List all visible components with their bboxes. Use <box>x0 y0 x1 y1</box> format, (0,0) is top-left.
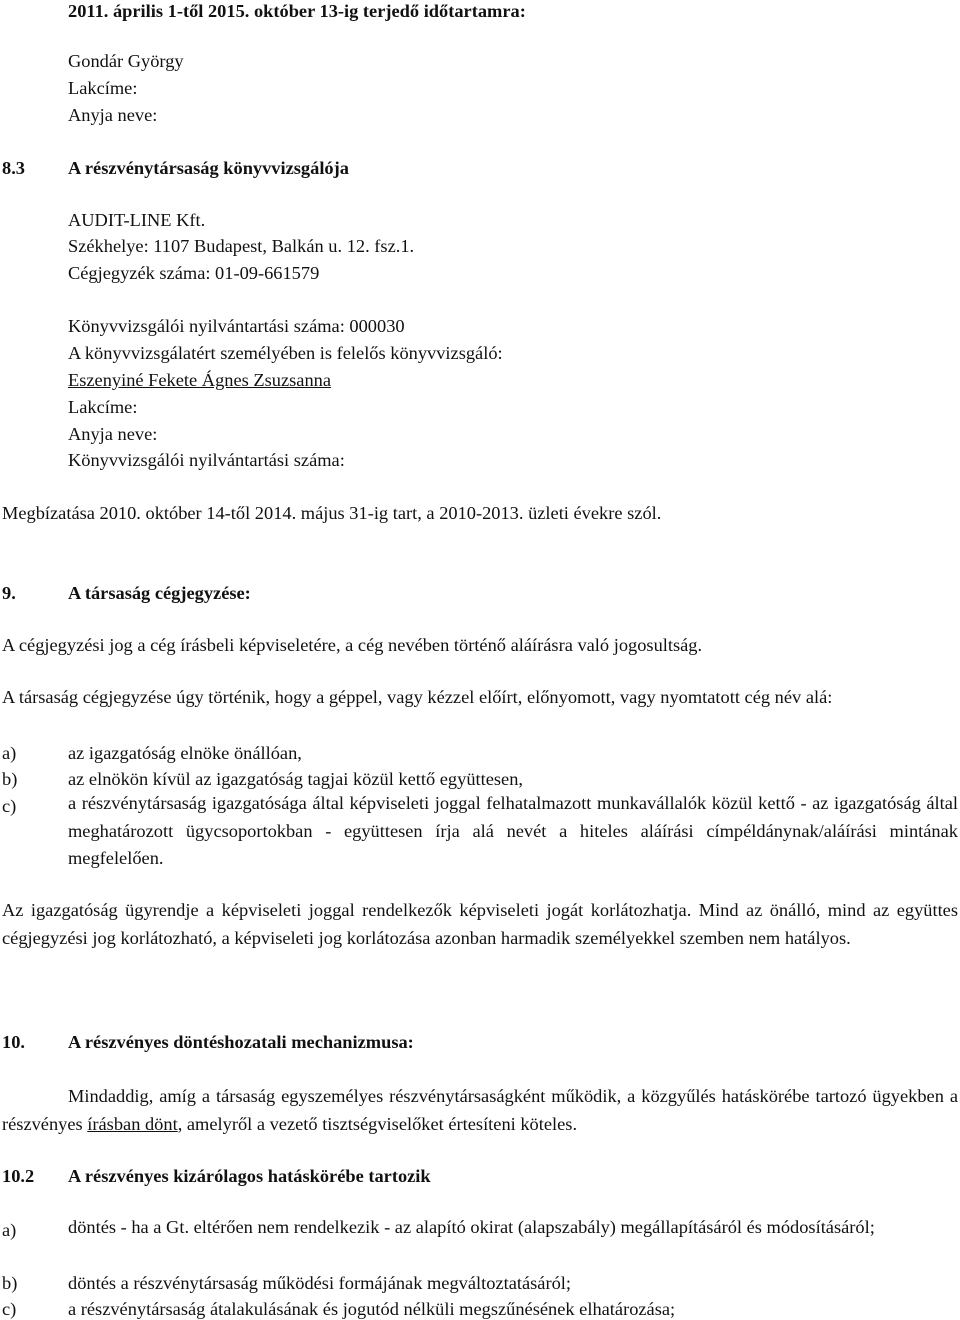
list-item-label: c) <box>2 796 17 816</box>
list-item-label: a) <box>2 743 17 763</box>
signature-right-definition: A cégjegyzési jog a cég írásbeli képviseletére, a cég nevében történő aláírásra való jogosultság. <box>2 635 703 655</box>
list-item-text: döntés a részvénytársaság működési formájának megváltoztatásáról; <box>68 1273 572 1293</box>
section-9-title: A társaság cégjegyzése: <box>68 583 251 603</box>
section-8-3-number: 8.3 <box>2 158 25 178</box>
list-item-text: a részvénytársaság átalakulásának és jogutód nélküli megszűnésének elhatározása; <box>68 1299 676 1319</box>
auditor-register-number: Könyvvizsgálói nyilvántartási száma: 000030 <box>68 316 405 336</box>
section-10-1-underlined: írásban dönt <box>87 1113 178 1134</box>
person-mother-label: Anyja neve: <box>68 105 158 125</box>
list-item-text: az igazgatóság elnöke önállóan, <box>68 743 302 763</box>
responsible-mother-label: Anyja neve: <box>68 424 158 444</box>
auditor-company: AUDIT-LINE Kft. <box>68 210 206 230</box>
section-9-number: 9. <box>2 583 16 603</box>
list-item-label: b) <box>2 769 18 789</box>
representation-limits-paragraph: Az igazgatóság ügyrendje a képviseleti joggal rendelkezők képviseleti jogát korlátozhatja. Mind az önálló, mind az együttes cégjegyzési jog korlátozható, a képviseleti jog korlátozása azonban harmadik személyekkel szemben nem hatályos. <box>2 900 958 948</box>
list-item-label: b) <box>2 1273 18 1293</box>
list-item-text: döntés - ha a Gt. eltérően nem rendelkezik - az alapító okirat (alapszabály) megállapításáról és módosításáról; <box>68 1217 875 1237</box>
section-10-1-paragraph <box>2 1083 958 1138</box>
list-item-label: c) <box>2 1299 17 1319</box>
responsible-auditor-name: Eszenyiné Fekete Ágnes Zsuzsanna <box>68 370 332 390</box>
responsible-register-label: Könyvvizsgálói nyilvántartási száma: <box>68 450 345 470</box>
section-10-title: A részvényes döntéshozatali mechanizmusa: <box>68 1032 414 1052</box>
responsible-auditor-label: A könyvvizsgálatért személyében is felelős könyvvizsgáló: <box>68 343 503 363</box>
section-10-1-text-a: Mindaddig, amíg a társaság egyszemélyes részvénytársaságként működik, a közgyűlés hatáskörébe tartozó ügyekben a részvényes <box>2 1086 958 1134</box>
period-heading: 2011. április 1-től 2015. október 13-ig terjedő időtartamra: <box>68 1 526 21</box>
person-name: Gondár György <box>68 51 184 71</box>
list-item-text: az elnökön kívül az igazgatóság tagjai közül kettő együttesen, <box>68 769 524 789</box>
section-10-2-title: A részvényes kizárólagos hatáskörébe tartozik <box>68 1166 431 1186</box>
auditor-company-reg: Cégjegyzék száma: 01-09-661579 <box>68 263 320 283</box>
auditor-mandate: Megbízatása 2010. október 14-től 2014. május 31-ig tart, a 2010-2013. üzleti évekre szól. <box>2 503 662 523</box>
section-8-3-title: A részvénytársaság könyvvizsgálója <box>68 158 349 178</box>
person-address-label: Lakcíme: <box>68 78 138 98</box>
section-10-2-number: 10.2 <box>2 1166 35 1186</box>
section-10-number: 10. <box>2 1032 25 1052</box>
responsible-address-label: Lakcíme: <box>68 397 138 417</box>
signature-method-paragraph: A társaság cégjegyzése úgy történik, hogy a géppel, vagy kézzel előírt, előnyomott, vagy nyomtatott cég név alá: <box>2 687 833 707</box>
list-item-text: a részvénytársaság igazgatósága által képviseleti joggal felhatalmazott munkavállalók közül kettő - az igazgatóság által meghatározott ügycsoportokban - együttesen írja alá nevét a hiteles aláírási címpéldánynak/aláírási mintának megfelelően. <box>68 793 958 868</box>
auditor-seat: Székhelye: 1107 Budapest, Balkán u. 12. fsz.1. <box>68 236 415 256</box>
list-item-label: a) <box>2 1220 17 1240</box>
section-10-1-text-b: , amelyről a vezető tisztségviselőket értesíteni köteles. <box>177 1113 578 1134</box>
